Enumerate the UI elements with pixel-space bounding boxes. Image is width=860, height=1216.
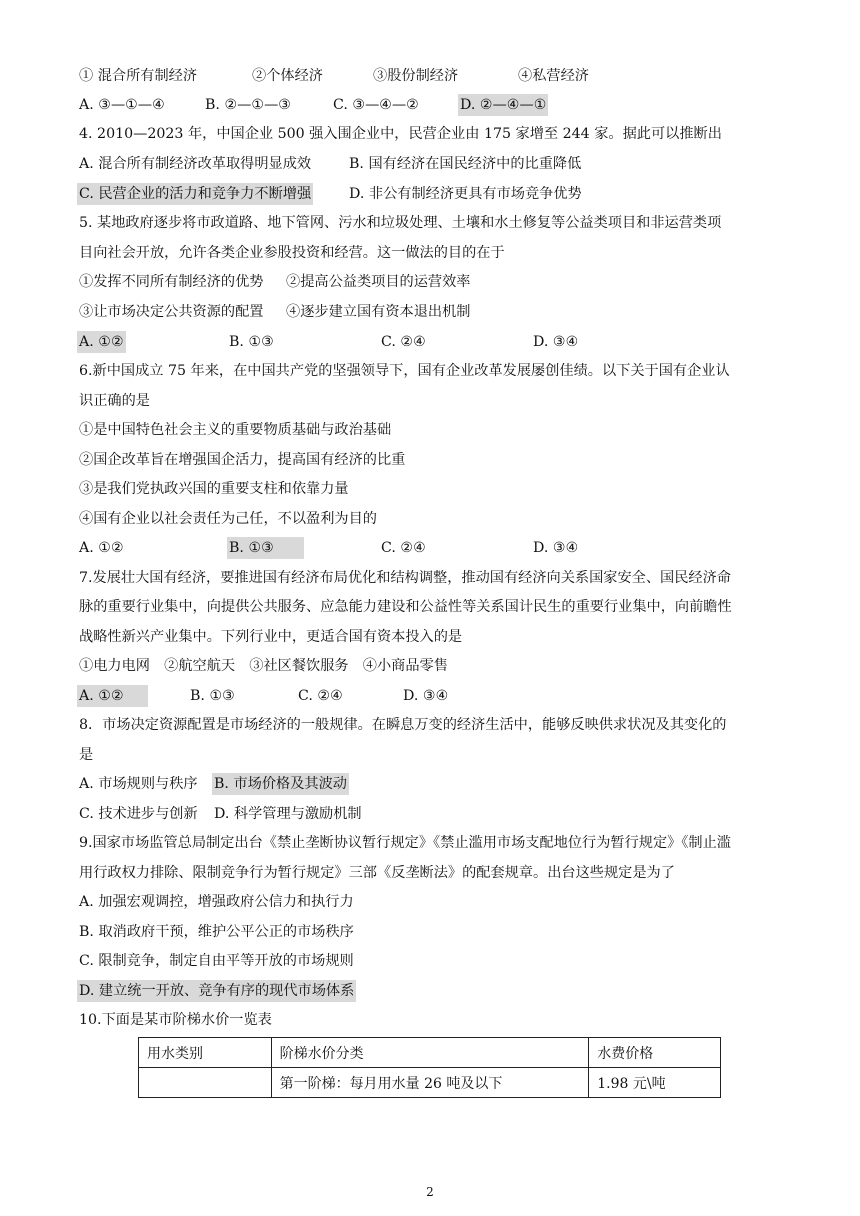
q7-option-d: D. ③④ bbox=[403, 688, 449, 704]
q6-stem-line-1: 6.新中国成立 75 年来，在中国共产党的坚强领导下，国有企业改革发展屡创佳绩。以下关于国有企业认 bbox=[79, 363, 730, 379]
q7-option-b: B. ①③ bbox=[190, 688, 235, 704]
q9-stem-line-1: 9.国家市场监管总局制定出台《禁止垄断协议暂行规定》《禁止滥用市场支配地位行为暂行规定》《制止滥 bbox=[79, 835, 731, 851]
q5-statement-4: ④逐步建立国有资本退出机制 bbox=[286, 304, 471, 320]
q7-option-c: C. ②④ bbox=[298, 688, 343, 704]
q4-option-d: D. 非公有制经济更具有市场竞争优势 bbox=[349, 186, 582, 202]
q6-statement-4: ④国有企业以社会责任为己任，不以盈利为目的 bbox=[79, 511, 377, 527]
q6-statement-2: ②国企改革旨在增强国企活力，提高国有经济的比重 bbox=[79, 452, 406, 468]
q3-statement-4: ④私营经济 bbox=[518, 68, 589, 84]
q4-option-b: B. 国有经济在国民经济中的比重降低 bbox=[349, 156, 582, 172]
table-header-cell: 用水类别 bbox=[139, 1038, 272, 1068]
q4-stem: 4. 2010—2023 年，中国企业 500 强入围企业中，民营企业由 175 家增至 244 家。据此可以推断出 bbox=[79, 126, 722, 142]
q8-option-b-answer: B. 市场价格及其波动 bbox=[212, 773, 349, 795]
q7-stem-line-1: 7.发展壮大国有经济，要推进国有经济布局优化和结构调整，推动国有经济向关系国家安全、国民经济命 bbox=[79, 570, 731, 586]
q6-option-a: A. ①② bbox=[79, 540, 124, 556]
q8-option-c: C. 技术进步与创新 bbox=[79, 806, 198, 822]
table-row bbox=[139, 1068, 721, 1098]
table-cell: 1.98 元\吨 bbox=[589, 1068, 721, 1098]
q3-option-d-answer: D. ②—④—① bbox=[458, 94, 548, 116]
q9-option-c: C. 限制竞争，制定自由平等开放的市场规则 bbox=[79, 953, 354, 969]
q5-option-d: D. ③④ bbox=[533, 334, 579, 350]
q5-statement-3: ③让市场决定公共资源的配置 bbox=[79, 304, 264, 320]
q5-option-c: C. ②④ bbox=[381, 334, 426, 350]
q9-option-d-answer: D. 建立统一开放、竞争有序的现代市场体系 bbox=[77, 980, 356, 1002]
q6-statement-1: ①是中国特色社会主义的重要物质基础与政治基础 bbox=[79, 422, 392, 438]
q3-option-c: C. ③—④—② bbox=[333, 97, 419, 113]
water-price-table bbox=[138, 1037, 721, 1098]
q7-stem-line-3: 战略性新兴产业集中。下列行业中，更适合国有资本投入的是 bbox=[79, 629, 463, 645]
q9-option-a: A. 加强宏观调控，增强政府公信力和执行力 bbox=[79, 894, 354, 910]
q9-stem-line-2: 用行政权力排除、限制竞争行为暂行规定》三部《反垄断法》的配套规章。出台这些规定是为了 bbox=[79, 865, 675, 881]
q5-statement-2: ②提高公益类项目的运营效率 bbox=[286, 274, 471, 290]
q9-option-b: B. 取消政府干预，维护公平公正的市场秩序 bbox=[79, 924, 354, 940]
q6-stem-line-2: 识正确的是 bbox=[79, 393, 150, 409]
q8-option-a: A. 市场规则与秩序 bbox=[79, 776, 198, 792]
table-header-cell: 阶梯水价分类 bbox=[271, 1038, 589, 1068]
q3-statement-3: ③股份制经济 bbox=[373, 68, 459, 84]
q3-option-b: B. ②—①—③ bbox=[205, 97, 291, 113]
q5-statement-1: ①发挥不同所有制经济的优势 bbox=[79, 274, 264, 290]
q4-option-a: A. 混合所有制经济改革取得明显成效 bbox=[79, 156, 312, 172]
q6-option-b-answer: B. ①③ bbox=[227, 537, 304, 559]
q4-option-c-answer: C. 民营企业的活力和竞争力不断增强 bbox=[77, 183, 313, 205]
q3-statement-1: ① 混合所有制经济 bbox=[79, 68, 198, 84]
q6-option-d: D. ③④ bbox=[533, 540, 579, 556]
q5-stem-line-2: 目向社会开放，允许各类企业参股投资和经营。这一做法的目的在于 bbox=[79, 245, 505, 261]
q10-stem: 10.下面是某市阶梯水价一览表 bbox=[79, 1012, 272, 1028]
page-number: 2 bbox=[426, 1185, 434, 1199]
q6-statement-3: ③是我们党执政兴国的重要支柱和依靠力量 bbox=[79, 481, 349, 497]
q8-stem-line-1: 8．市场决定资源配置是市场经济的一般规律。在瞬息万变的经济生活中，能够反映供求状况及其变化的 bbox=[79, 717, 727, 733]
q3-option-a: A. ③—①—④ bbox=[79, 97, 165, 113]
q8-option-d: D. 科学管理与激励机制 bbox=[214, 806, 362, 822]
q5-stem-line-1: 5. 某地政府逐步将市政道路、地下管网、污水和垃圾处理、土壤和水土修复等公益类项目和非运营类项 bbox=[79, 215, 722, 231]
table-cell: 第一阶梯：每月用水量 26 吨及以下 bbox=[271, 1068, 589, 1098]
table-cell bbox=[139, 1068, 272, 1098]
q5-option-b: B. ①③ bbox=[229, 334, 274, 350]
q5-option-a-answer: A. ①② bbox=[77, 331, 126, 353]
q3-statement-2: ②个体经济 bbox=[252, 68, 323, 84]
q8-stem-line-2: 是 bbox=[79, 747, 94, 763]
q7-stem-line-2: 脉的重要行业集中，向提供公共服务、应急能力建设和公益性等关系国计民生的重要行业集中，向前瞻性 bbox=[79, 599, 732, 615]
table-header-row bbox=[139, 1038, 721, 1068]
q7-statements: ①电力电网 ②航空航天 ③社区餐饮服务 ④小商品零售 bbox=[79, 658, 448, 674]
q7-option-a-answer: A. ①② bbox=[77, 685, 148, 707]
q6-option-c: C. ②④ bbox=[381, 540, 426, 556]
table-header-cell: 水费价格 bbox=[589, 1038, 721, 1068]
